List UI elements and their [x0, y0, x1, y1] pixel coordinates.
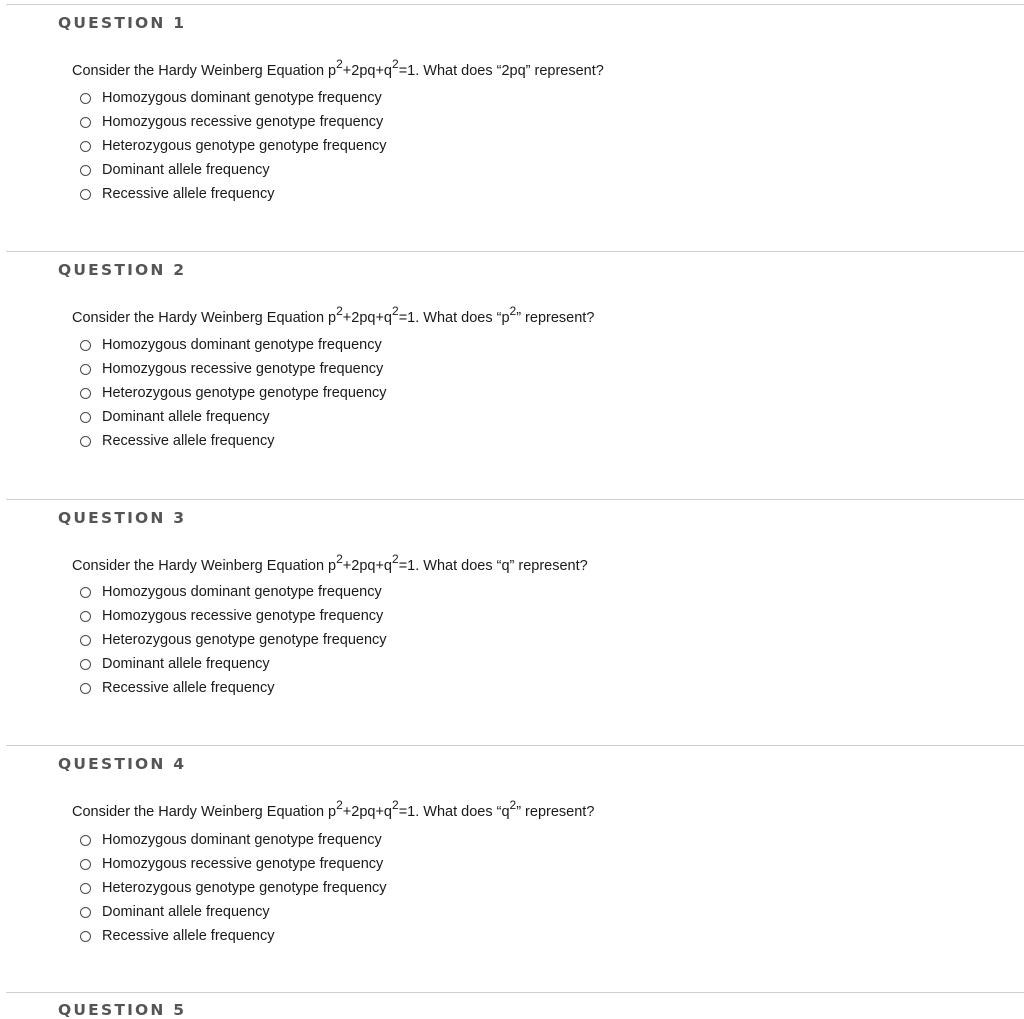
- question-2: [0, 251, 1024, 498]
- question-text: Consider the Hardy Weinberg Equation $p^2+2pq+q^2=1$. What does “$q^2$” represent?: [72, 798, 595, 820]
- answer-options: [80, 580, 387, 700]
- answer-option[interactable]: [80, 429, 387, 453]
- answer-options: [80, 86, 387, 206]
- answer-option[interactable]: [80, 900, 387, 924]
- radio-button[interactable]: [80, 587, 91, 598]
- question-title: QUESTION 5: [58, 1001, 187, 1019]
- radio-button[interactable]: [80, 931, 91, 942]
- answer-option-label: Homozygous recessive genotype frequency: [102, 856, 384, 872]
- radio-button[interactable]: [80, 388, 91, 399]
- answer-option-label: Homozygous dominant genotype frequency: [102, 337, 382, 353]
- radio-button[interactable]: [80, 141, 91, 152]
- divider: [6, 499, 1024, 500]
- question-title: QUESTION 3: [58, 509, 187, 527]
- answer-option-label: Dominant allele frequency: [102, 656, 270, 672]
- radio-button[interactable]: [80, 412, 91, 423]
- answer-option[interactable]: [80, 828, 387, 852]
- answer-option-label: Homozygous recessive genotype frequency: [102, 361, 384, 377]
- answer-option-label: Heterozygous genotype genotype frequency: [102, 880, 387, 896]
- radio-button[interactable]: [80, 835, 91, 846]
- answer-options: [80, 333, 387, 453]
- answer-option[interactable]: [80, 405, 387, 429]
- divider: [6, 251, 1024, 252]
- answer-option[interactable]: [80, 333, 387, 357]
- answer-option-label: Recessive allele frequency: [102, 680, 275, 696]
- radio-button[interactable]: [80, 93, 91, 104]
- question-text: Consider the Hardy Weinberg Equation $p^2+2pq+q^2=1$. What does “q” represent?: [72, 552, 588, 574]
- answer-option[interactable]: [80, 110, 387, 134]
- radio-button[interactable]: [80, 340, 91, 351]
- radio-button[interactable]: [80, 907, 91, 918]
- answer-option-label: Homozygous dominant genotype frequency: [102, 584, 382, 600]
- divider: [6, 745, 1024, 746]
- radio-button[interactable]: [80, 883, 91, 894]
- answer-option-label: Dominant allele frequency: [102, 904, 270, 920]
- question-title: QUESTION 2: [58, 261, 187, 279]
- answer-option[interactable]: [80, 357, 387, 381]
- answer-option[interactable]: [80, 676, 387, 700]
- answer-option-label: Recessive allele frequency: [102, 186, 275, 202]
- answer-option[interactable]: [80, 158, 387, 182]
- answer-option-label: Heterozygous genotype genotype frequency: [102, 385, 387, 401]
- question-5-title-partial: [58, 1001, 258, 1019]
- divider: [6, 992, 1024, 993]
- answer-option-label: Dominant allele frequency: [102, 162, 270, 178]
- radio-button[interactable]: [80, 683, 91, 694]
- radio-button[interactable]: [80, 859, 91, 870]
- answer-option-label: Heterozygous genotype genotype frequency: [102, 138, 387, 154]
- answer-option[interactable]: [80, 652, 387, 676]
- question-title: QUESTION 4: [58, 755, 187, 773]
- answer-option-label: Homozygous dominant genotype frequency: [102, 90, 382, 106]
- answer-option[interactable]: [80, 604, 387, 628]
- answer-option[interactable]: [80, 876, 387, 900]
- answer-option[interactable]: [80, 182, 387, 206]
- answer-option[interactable]: [80, 628, 387, 652]
- answer-option-label: Dominant allele frequency: [102, 409, 270, 425]
- answer-option-label: Heterozygous genotype genotype frequency: [102, 632, 387, 648]
- answer-option-label: Homozygous recessive genotype frequency: [102, 608, 384, 624]
- answer-option[interactable]: [80, 852, 387, 876]
- question-text: Consider the Hardy Weinberg Equation $p^2+2pq+q^2=1$. What does “$p^2$” represent?: [72, 304, 595, 326]
- answer-option-label: Homozygous dominant genotype frequency: [102, 832, 382, 848]
- radio-button[interactable]: [80, 165, 91, 176]
- radio-button[interactable]: [80, 659, 91, 670]
- radio-button[interactable]: [80, 117, 91, 128]
- radio-button[interactable]: [80, 364, 91, 375]
- answer-option-label: Recessive allele frequency: [102, 928, 275, 944]
- radio-button[interactable]: [80, 436, 91, 447]
- question-4: [0, 745, 1024, 992]
- answer-option[interactable]: [80, 134, 387, 158]
- answer-option[interactable]: [80, 86, 387, 110]
- answer-option[interactable]: [80, 924, 387, 948]
- radio-button[interactable]: [80, 189, 91, 200]
- question-1: [0, 4, 1024, 251]
- question-3: [0, 499, 1024, 746]
- question-text: Consider the Hardy Weinberg Equation $p^2+2pq+q^2=1$. What does “2pq” represent?: [72, 57, 604, 79]
- question-title: QUESTION 1: [58, 14, 187, 32]
- answer-option[interactable]: [80, 381, 387, 405]
- answer-options: [80, 828, 387, 948]
- answer-option[interactable]: [80, 580, 387, 604]
- radio-button[interactable]: [80, 635, 91, 646]
- answer-option-label: Recessive allele frequency: [102, 433, 275, 449]
- answer-option-label: Homozygous recessive genotype frequency: [102, 114, 384, 130]
- divider: [6, 4, 1024, 5]
- radio-button[interactable]: [80, 611, 91, 622]
